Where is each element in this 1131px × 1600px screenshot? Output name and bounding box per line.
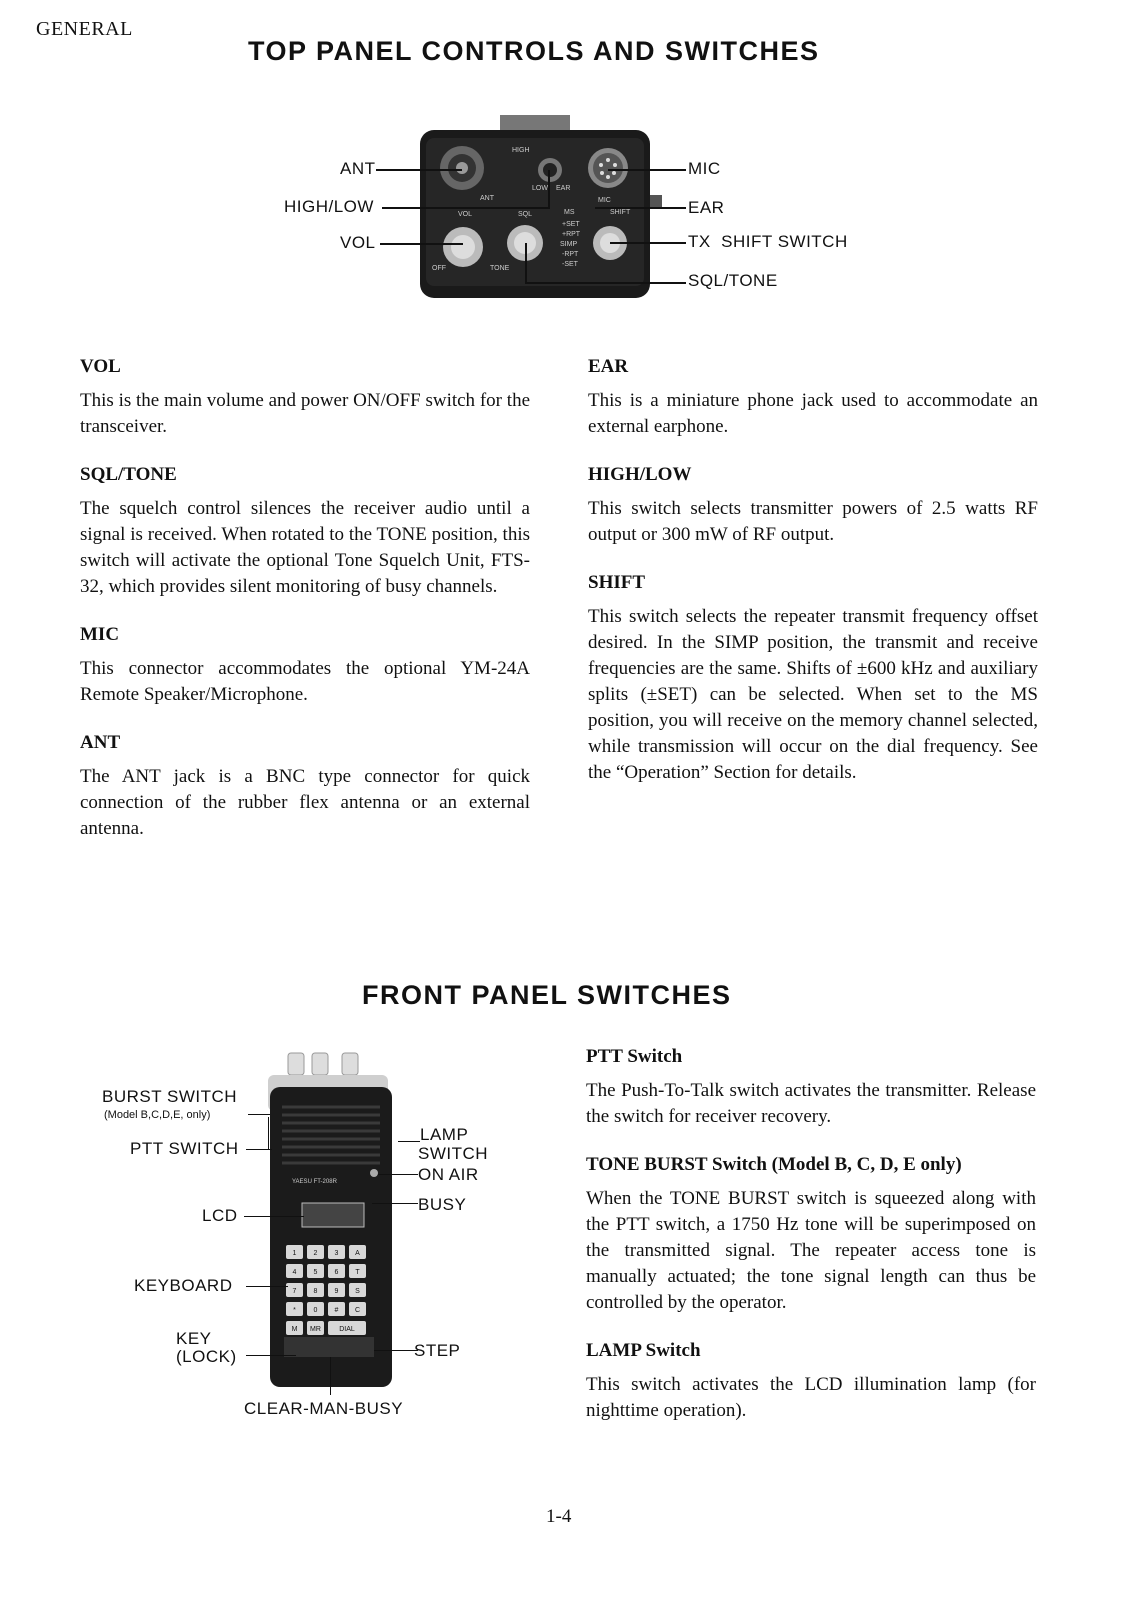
tone-burst-heading: TONE BURST Switch (Model B, C, D, E only) [586, 1154, 962, 1175]
label-mic: MIC [688, 159, 721, 178]
device-mark-ant: ANT [480, 195, 494, 202]
device-mark-rpt-minus: -RPT [562, 251, 579, 258]
device-mark-rpt-plus: +RPT [562, 231, 581, 238]
keypad-key-label: A [355, 1250, 360, 1257]
label-burst-note: (Model B,C,D,E, only) [104, 1109, 211, 1121]
keypad-key-label: M [291, 1326, 298, 1333]
front-panel-figure [98, 1045, 518, 1435]
tone-burst-section [586, 1154, 1036, 1316]
keypad-key-label: C [354, 1307, 361, 1314]
label-busy: BUSY [418, 1195, 467, 1214]
device-mark-sql: SQL [518, 211, 533, 218]
section-label: GENERAL [36, 18, 133, 40]
keypad-key-label: # [334, 1307, 339, 1314]
device-mark-set-plus: +SET [562, 221, 580, 228]
keypad-key-label: DIAL [339, 1326, 355, 1333]
device-brand-mark: YAESU FT-208R [292, 1179, 337, 1185]
lamp-heading: LAMP Switch [586, 1340, 701, 1361]
vol-section [80, 356, 530, 440]
keypad-key-label: 6 [334, 1269, 339, 1276]
keypad-key-label: S [355, 1288, 360, 1295]
keypad-key-label: 8 [313, 1288, 318, 1295]
device-mark-high: HIGH [512, 147, 530, 154]
label-vol: VOL [340, 233, 376, 252]
device-mark-shift: SHIFT [610, 209, 631, 216]
front-panel-text [586, 1046, 1036, 1448]
keypad-key-label: MR [310, 1326, 321, 1333]
tone-burst-text: When the TONE BURST switch is squeezed along with the PTT switch, a 1750 Hz tone will be superimposed on the transmitted signal. The repeater access tone is manually actuated; the tone signal length can thus be controlled by the operator. [586, 1188, 1036, 1313]
vol-text: This is the main volume and power ON/OFF switch for the transceiver. [80, 390, 530, 437]
keypad-key-label: 7 [292, 1288, 297, 1295]
page-number: 1-4 [546, 1506, 572, 1527]
label-tx-shift: TX SHIFT SWITCH [688, 232, 848, 251]
page-title-front-panel: FRONT PANEL SWITCHES [362, 980, 732, 1010]
ear-section [588, 356, 1038, 440]
keypad-key-label: 3 [334, 1250, 339, 1257]
lamp-section [586, 1340, 1036, 1424]
shift-section [588, 572, 1038, 786]
label-step: STEP [414, 1341, 461, 1360]
sql-tone-text: The squelch control silences the receiver audio until a signal is received. When rotated to the TONE position, this switch will activate the optional Tone Squelch Unit, FTS-32, which provides silent monitoring of busy channels. [80, 498, 530, 597]
top-panel-figure [280, 110, 880, 310]
high-low-text: This switch selects transmitter powers of 2.5 watts RF output or 300 mW of RF output. [588, 498, 1038, 545]
ear-text: This is a miniature phone jack used to accommodate an external earphone. [588, 390, 1038, 437]
ear-heading: EAR [588, 356, 629, 377]
keypad-key-label: 1 [292, 1250, 297, 1257]
label-ear: EAR [688, 198, 725, 217]
device-mark-ms: MS [564, 209, 575, 216]
device-mark-ear: EAR [556, 185, 571, 192]
label-ptt-switch: PTT SWITCH [130, 1139, 239, 1158]
ant-text: The ANT jack is a BNC type connector for quick connection of the rubber flex antenna or an external antenna. [80, 766, 530, 839]
label-on-air: ON AIR [418, 1165, 479, 1184]
ptt-heading: PTT Switch [586, 1046, 683, 1067]
label-clear-man-busy: CLEAR-MAN-BUSY [244, 1399, 404, 1418]
ant-section [80, 732, 530, 842]
label-ant: ANT [340, 159, 376, 178]
lamp-text: This switch activates the LCD illumination lamp (for nighttime operation). [586, 1374, 1036, 1421]
label-high-low: HIGH/LOW [284, 197, 374, 216]
keypad-key-label: 5 [313, 1269, 318, 1276]
vol-heading: VOL [80, 356, 121, 377]
keypad-key-label: 2 [313, 1250, 318, 1257]
shift-text: This switch selects the repeater transmit frequency offset desired. In the SIMP position, the transmit and receive frequencies are the same. Shifts of ±600 kHz and auxiliary splits (±SET) can be selected. When set to the MS position, you will receive on the memory channel selected, while transmission will occur on the dial frequency. See the “Operation” Section for details. [588, 606, 1038, 783]
device-mark-mic: MIC [598, 197, 611, 204]
label-burst-switch: BURST SWITCH [102, 1087, 238, 1106]
device-mark-low: LOW [532, 185, 548, 192]
right-column [588, 356, 1038, 810]
left-column [80, 356, 530, 866]
label-keyboard: KEYBOARD [134, 1276, 233, 1295]
device-mark-off: OFF [432, 265, 446, 272]
page-title-top-panel: TOP PANEL CONTROLS AND SWITCHES [248, 36, 820, 66]
mic-heading: MIC [80, 624, 120, 645]
keypad-key-label: * [293, 1307, 296, 1314]
label-lamp: LAMP [420, 1125, 469, 1144]
high-low-heading: HIGH/LOW [588, 464, 692, 485]
sql-tone-heading: SQL/TONE [80, 464, 177, 485]
shift-heading: SHIFT [588, 572, 646, 593]
keypad-key-label: 9 [334, 1288, 339, 1295]
high-low-section [588, 464, 1038, 548]
device-mark-vol: VOL [458, 211, 473, 218]
ptt-text: The Push-To-Talk switch activates the transmitter. Release the switch for receiver recovery. [586, 1080, 1036, 1127]
label-lamp-switch: SWITCH [418, 1144, 489, 1163]
sql-tone-section [80, 464, 530, 600]
label-lcd: LCD [202, 1206, 238, 1225]
ant-heading: ANT [80, 732, 121, 753]
keypad-key-label: 0 [313, 1307, 318, 1314]
keypad-key-label: T [355, 1269, 360, 1276]
label-lock: (LOCK) [176, 1347, 237, 1366]
ptt-section [586, 1046, 1036, 1130]
mic-section [80, 624, 530, 708]
device-mark-set-minus: -SET [562, 261, 578, 268]
mic-text: This connector accommodates the optional YM-24A Remote Speaker/Microphone. [80, 658, 530, 705]
label-key: KEY [176, 1329, 212, 1348]
device-mark-simp: SIMP [560, 241, 578, 248]
keypad-key-label: 4 [292, 1269, 297, 1276]
device-mark-tone: TONE [490, 265, 510, 272]
label-sql-tone: SQL/TONE [688, 271, 778, 290]
